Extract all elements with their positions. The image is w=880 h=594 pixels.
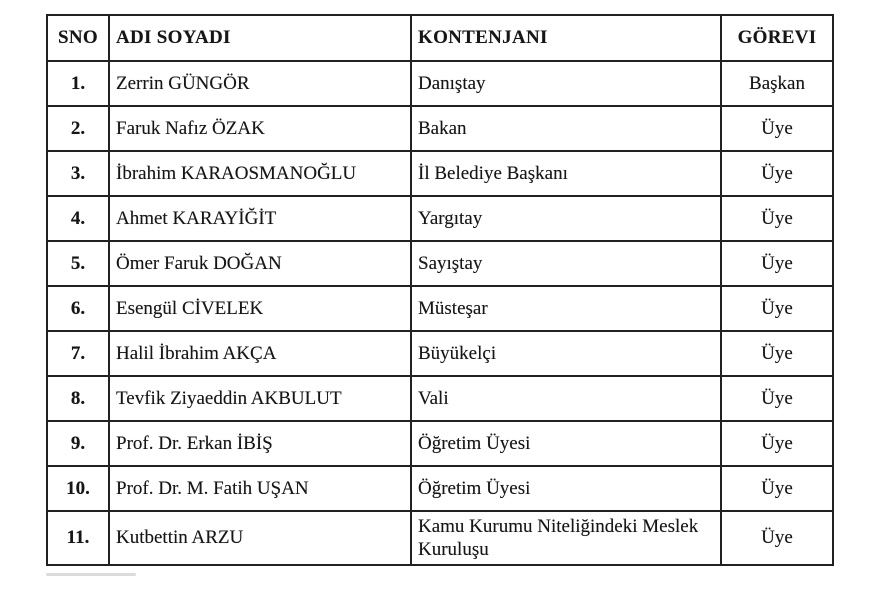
row-sno: 5. <box>47 241 109 286</box>
row-gorevi: Üye <box>721 466 833 511</box>
row-sno: 3. <box>47 151 109 196</box>
scan-artifact <box>46 573 136 576</box>
row-sno: 6. <box>47 286 109 331</box>
row-gorevi: Üye <box>721 286 833 331</box>
row-gorevi: Üye <box>721 376 833 421</box>
table-row <box>47 466 833 511</box>
table-row <box>47 151 833 196</box>
row-gorevi: Üye <box>721 331 833 376</box>
row-name: İbrahim KARAOSMANOĞLU <box>109 151 411 196</box>
row-name: Prof. Dr. M. Fatih UŞAN <box>109 466 411 511</box>
row-name: Faruk Nafız ÖZAK <box>109 106 411 151</box>
header-gorevi: GÖREVI <box>721 15 833 61</box>
row-kontenjani: Müsteşar <box>411 286 721 331</box>
row-name: Halil İbrahim AKÇA <box>109 331 411 376</box>
row-kontenjani: Öğretim Üyesi <box>411 466 721 511</box>
table-row <box>47 61 833 106</box>
row-gorevi: Üye <box>721 241 833 286</box>
row-kontenjani: Öğretim Üyesi <box>411 421 721 466</box>
row-name: Tevfik Ziyaeddin AKBULUT <box>109 376 411 421</box>
row-gorevi: Üye <box>721 421 833 466</box>
row-name: Ömer Faruk DOĞAN <box>109 241 411 286</box>
row-sno: 8. <box>47 376 109 421</box>
table-row <box>47 286 833 331</box>
header-name: ADI SOYADI <box>109 15 411 61</box>
row-name: Kutbettin ARZU <box>109 511 411 565</box>
table-header-row <box>47 15 833 61</box>
row-kontenjani: Yargıtay <box>411 196 721 241</box>
row-sno: 11. <box>47 511 109 565</box>
row-sno: 10. <box>47 466 109 511</box>
row-sno: 2. <box>47 106 109 151</box>
row-name: Zerrin GÜNGÖR <box>109 61 411 106</box>
members-table <box>46 14 834 566</box>
table-row <box>47 196 833 241</box>
table-row <box>47 331 833 376</box>
row-gorevi: Üye <box>721 106 833 151</box>
row-sno: 9. <box>47 421 109 466</box>
row-kontenjani: İl Belediye Başkanı <box>411 151 721 196</box>
row-sno: 4. <box>47 196 109 241</box>
row-kontenjani: Bakan <box>411 106 721 151</box>
row-gorevi: Üye <box>721 151 833 196</box>
row-kontenjani: Büyükelçi <box>411 331 721 376</box>
table-row <box>47 106 833 151</box>
row-kontenjani: Danıştay <box>411 61 721 106</box>
row-gorevi: Üye <box>721 196 833 241</box>
row-sno: 7. <box>47 331 109 376</box>
row-gorevi: Üye <box>721 511 833 565</box>
row-kontenjani: Vali <box>411 376 721 421</box>
row-kontenjani: Sayıştay <box>411 241 721 286</box>
table-row <box>47 241 833 286</box>
row-gorevi: Başkan <box>721 61 833 106</box>
row-name: Ahmet KARAYİĞİT <box>109 196 411 241</box>
row-name: Prof. Dr. Erkan İBİŞ <box>109 421 411 466</box>
table-row <box>47 376 833 421</box>
header-sno: SNO <box>47 15 109 61</box>
table-row <box>47 511 833 565</box>
row-kontenjani: Kamu Kurumu Niteliğindeki Meslek Kuruluşu <box>411 511 721 565</box>
table-row <box>47 421 833 466</box>
row-sno: 1. <box>47 61 109 106</box>
header-kontenjani: KONTENJANI <box>411 15 721 61</box>
row-name: Esengül CİVELEK <box>109 286 411 331</box>
